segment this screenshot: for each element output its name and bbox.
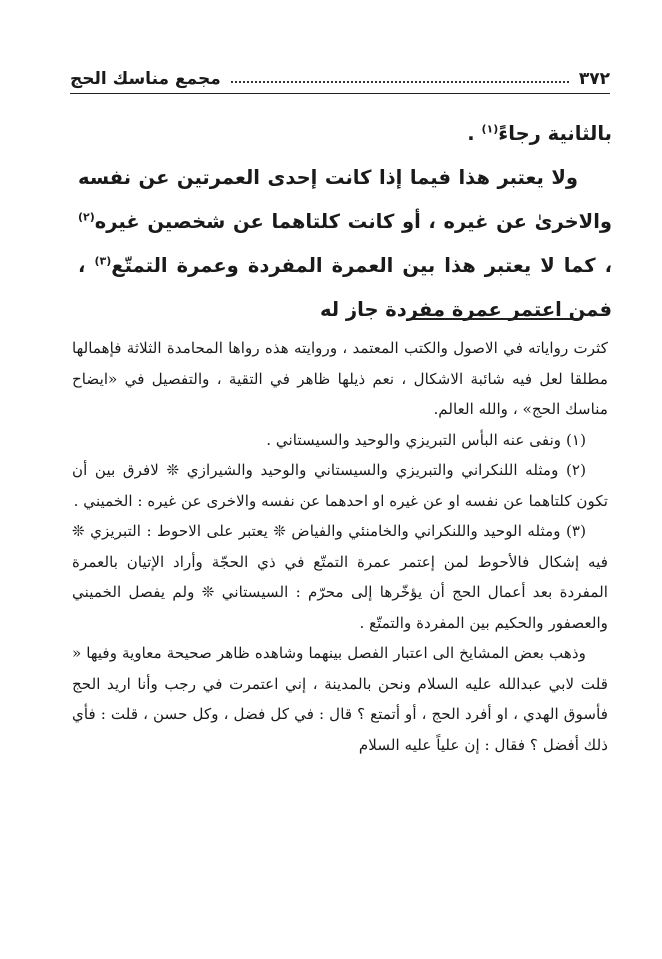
footnotes <box>72 333 608 760</box>
footnote-ref-1: (١) <box>481 122 499 136</box>
footnote-1: (١) ونفى عنه البأس التبريزي والوحيد والسيستاني . <box>266 430 586 449</box>
footnote-2: (٢) ومثله اللنكراني والتبريزي والسيستاني والوحيد والشيرازي ❊ لافرق بين أن تكون كلتاهما عن نفسه او عن غيره او احدهما عن نفسه والاخرى عن غيره : الخميني . <box>72 461 608 510</box>
main-text <box>78 112 612 332</box>
book-title: مجمع مناسك الحج <box>70 69 221 89</box>
main-line-1: بالثانية رجاءً$^{(١)}$ . <box>467 122 612 145</box>
footnote-3: (٣) ومثله الوحيد واللنكراني والخامنئي والفياض ❊ يعتبر على الاحوط : التبريزي ❊ فيه إشكال فالأحوط لمن إعتمر عمرة التمتّع في ذي الحجّة وأراد الإتيان بالعمرة المفردة بعد أعمال الحج أن يؤخّرها إلى محرّم : السيستاني ❊ ولم يفصل الخميني والعصفور والحكيم بين المفردة والتمتّع . <box>72 522 608 632</box>
header-dotted-leader <box>231 81 569 83</box>
footnote-3-continuation: وذهب بعض المشايخ الى اعتبار الفصل بينهما وشاهده ظاهر صحيحة معاوية وفيها « قلت لابي عبدالله عليه السلام ونحن بالمدينة ، إني اعتمرت في رجب وأنا اريد الحج فأسوق الهدي ، او أفرد الحج ، أو أتمتع ؟ قال : في كل فضل ، وكل حسن ، قلت : فأي ذلك أفضل ؟ فقال : إن علياً عليه السلام <box>72 644 608 754</box>
footnote-ref-2: (٢) <box>78 210 95 224</box>
footnote-continuation: كثرت رواياته في الاصول والكتب المعتمد ، وروايته هذه رواها المحامدة الثلاثة فإهمالها مطلقا لعل فيه شائبة الاشكال ، نعم ذيلها ظاهر في التقية ، والتفصيل في «ايضاح مناسك الحج» ، والله العالم. <box>72 339 608 418</box>
running-header <box>70 62 610 94</box>
footnote-ref-3: (٣) <box>94 254 112 268</box>
page-number: ٣٧٢ <box>578 69 610 89</box>
main-paragraph-2: ولا يعتبر هذا فيما إذا كانت إحدى العمرتين عن نفسه والاخرىٰ عن غيره ، أو كانت كلتاهما عن شخصين غيره$^{(٢)}$ ، كما لا يعتبر هذا بين العمرة المفردة وعمرة التمتّع$^{(٣)}$ ، فمن اعتمر عمرة مفردة جاز له <box>78 166 612 321</box>
footnote-separator <box>412 318 582 320</box>
